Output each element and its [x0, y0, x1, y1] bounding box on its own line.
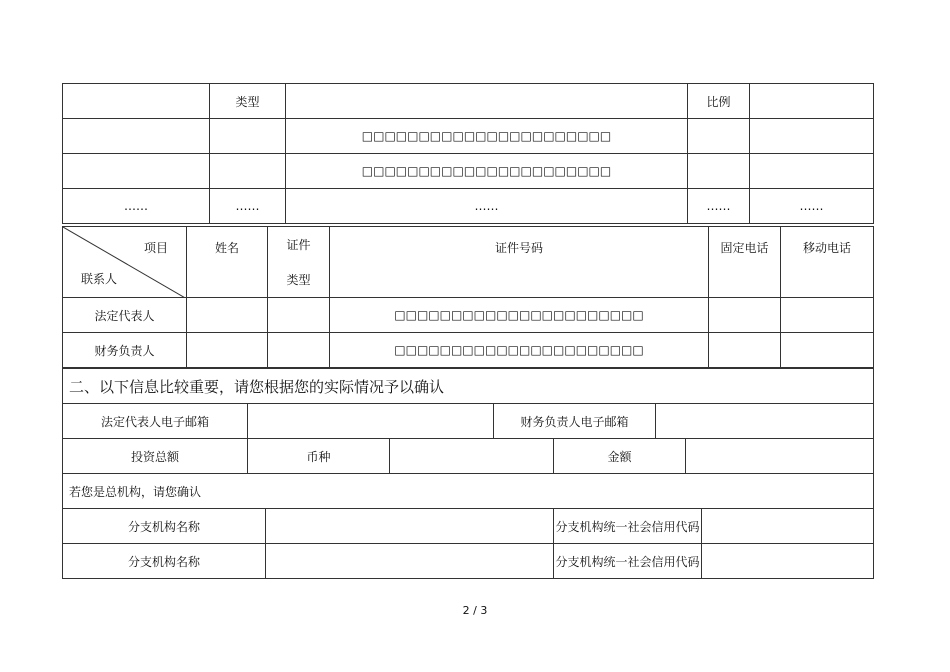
table-row: [63, 544, 874, 579]
table-row: [63, 509, 874, 544]
amount-field[interactable]: [686, 439, 874, 474]
table-row: [63, 474, 874, 509]
table-cell[interactable]: [688, 154, 750, 189]
ellipsis-cell: ……: [750, 189, 874, 224]
row-label: 法定代表人: [63, 298, 187, 333]
branch-name-field[interactable]: [266, 509, 554, 544]
table-cell[interactable]: [268, 333, 330, 368]
type-header: 类型: [210, 84, 286, 119]
table-cell[interactable]: [709, 333, 781, 368]
id-type-line2: 类型: [286, 273, 311, 287]
legal-email-label: 法定代表人电子邮箱: [63, 404, 248, 439]
table-cell[interactable]: [286, 84, 688, 119]
diagonal-header-cell: [63, 227, 187, 298]
mobile-header: 移动电话: [781, 227, 874, 298]
id-type-line1: 证件: [286, 238, 311, 252]
ratio-header: 比例: [688, 84, 750, 119]
name-header: 姓名: [187, 227, 268, 298]
branch-code-label: 分支机构统一社会信用代码: [554, 509, 702, 544]
id-number-boxes[interactable]: □□□□□□□□□□□□□□□□□□□□□□: [330, 298, 709, 333]
id-number-boxes[interactable]: □□□□□□□□□□□□□□□□□□□□□□: [330, 333, 709, 368]
amount-label: 金额: [554, 439, 686, 474]
total-investment-label: 投资总额: [63, 439, 248, 474]
table-cell[interactable]: [268, 298, 330, 333]
branch-name-label: 分支机构名称: [63, 509, 266, 544]
branch-code-label: 分支机构统一社会信用代码: [554, 544, 702, 579]
table-cell[interactable]: [63, 84, 210, 119]
table-row: [63, 154, 874, 189]
ellipsis-cell: ……: [210, 189, 286, 224]
ellipsis-cell: ……: [688, 189, 750, 224]
table-row: [63, 189, 874, 224]
landline-header: 固定电话: [709, 227, 781, 298]
table-cell[interactable]: [688, 119, 750, 154]
row-label: 财务负责人: [63, 333, 187, 368]
ellipsis-cell: ……: [286, 189, 688, 224]
info-table: [62, 368, 874, 579]
table-row: [63, 298, 874, 333]
table-row: [63, 404, 874, 439]
section-title: 二、以下信息比较重要，请您根据您的实际情况予以确认: [63, 369, 874, 404]
branch-code-field[interactable]: [702, 544, 874, 579]
table-row: [63, 84, 874, 119]
table-row: [63, 119, 874, 154]
hq-confirm-label: 若您是总机构，请您确认: [63, 474, 874, 509]
table-row: [63, 369, 874, 404]
currency-field[interactable]: [390, 439, 554, 474]
table-cell[interactable]: [187, 333, 268, 368]
id-type-header: [268, 227, 330, 298]
page-number: 2 / 3: [462, 604, 488, 617]
table-cell[interactable]: [750, 119, 874, 154]
id-number-boxes[interactable]: □□□□□□□□□□□□□□□□□□□□□□: [286, 154, 688, 189]
table-row: [63, 439, 874, 474]
item-label: 项目: [143, 241, 168, 255]
ellipsis-cell: ……: [63, 189, 210, 224]
contact-label: 联系人: [81, 272, 118, 286]
finance-email-field[interactable]: [656, 404, 874, 439]
table-cell[interactable]: [187, 298, 268, 333]
table-header-row: [63, 227, 874, 298]
table-cell[interactable]: [63, 119, 210, 154]
table-cell[interactable]: [210, 119, 286, 154]
id-number-header: 证件号码: [330, 227, 709, 298]
table-row: [63, 333, 874, 368]
branch-name-field[interactable]: [266, 544, 554, 579]
branch-code-field[interactable]: [702, 509, 874, 544]
legal-email-field[interactable]: [248, 404, 494, 439]
table-cell[interactable]: [750, 84, 874, 119]
branch-name-label: 分支机构名称: [63, 544, 266, 579]
shareholder-table: [62, 83, 874, 224]
table-cell[interactable]: [63, 154, 210, 189]
table-cell[interactable]: [210, 154, 286, 189]
finance-email-label: 财务负责人电子邮箱: [494, 404, 656, 439]
table-cell[interactable]: [709, 298, 781, 333]
table-cell[interactable]: [781, 333, 874, 368]
currency-label: 币种: [248, 439, 390, 474]
id-number-boxes[interactable]: □□□□□□□□□□□□□□□□□□□□□□: [286, 119, 688, 154]
table-cell[interactable]: [750, 154, 874, 189]
contacts-table: [62, 226, 874, 368]
table-cell[interactable]: [781, 298, 874, 333]
